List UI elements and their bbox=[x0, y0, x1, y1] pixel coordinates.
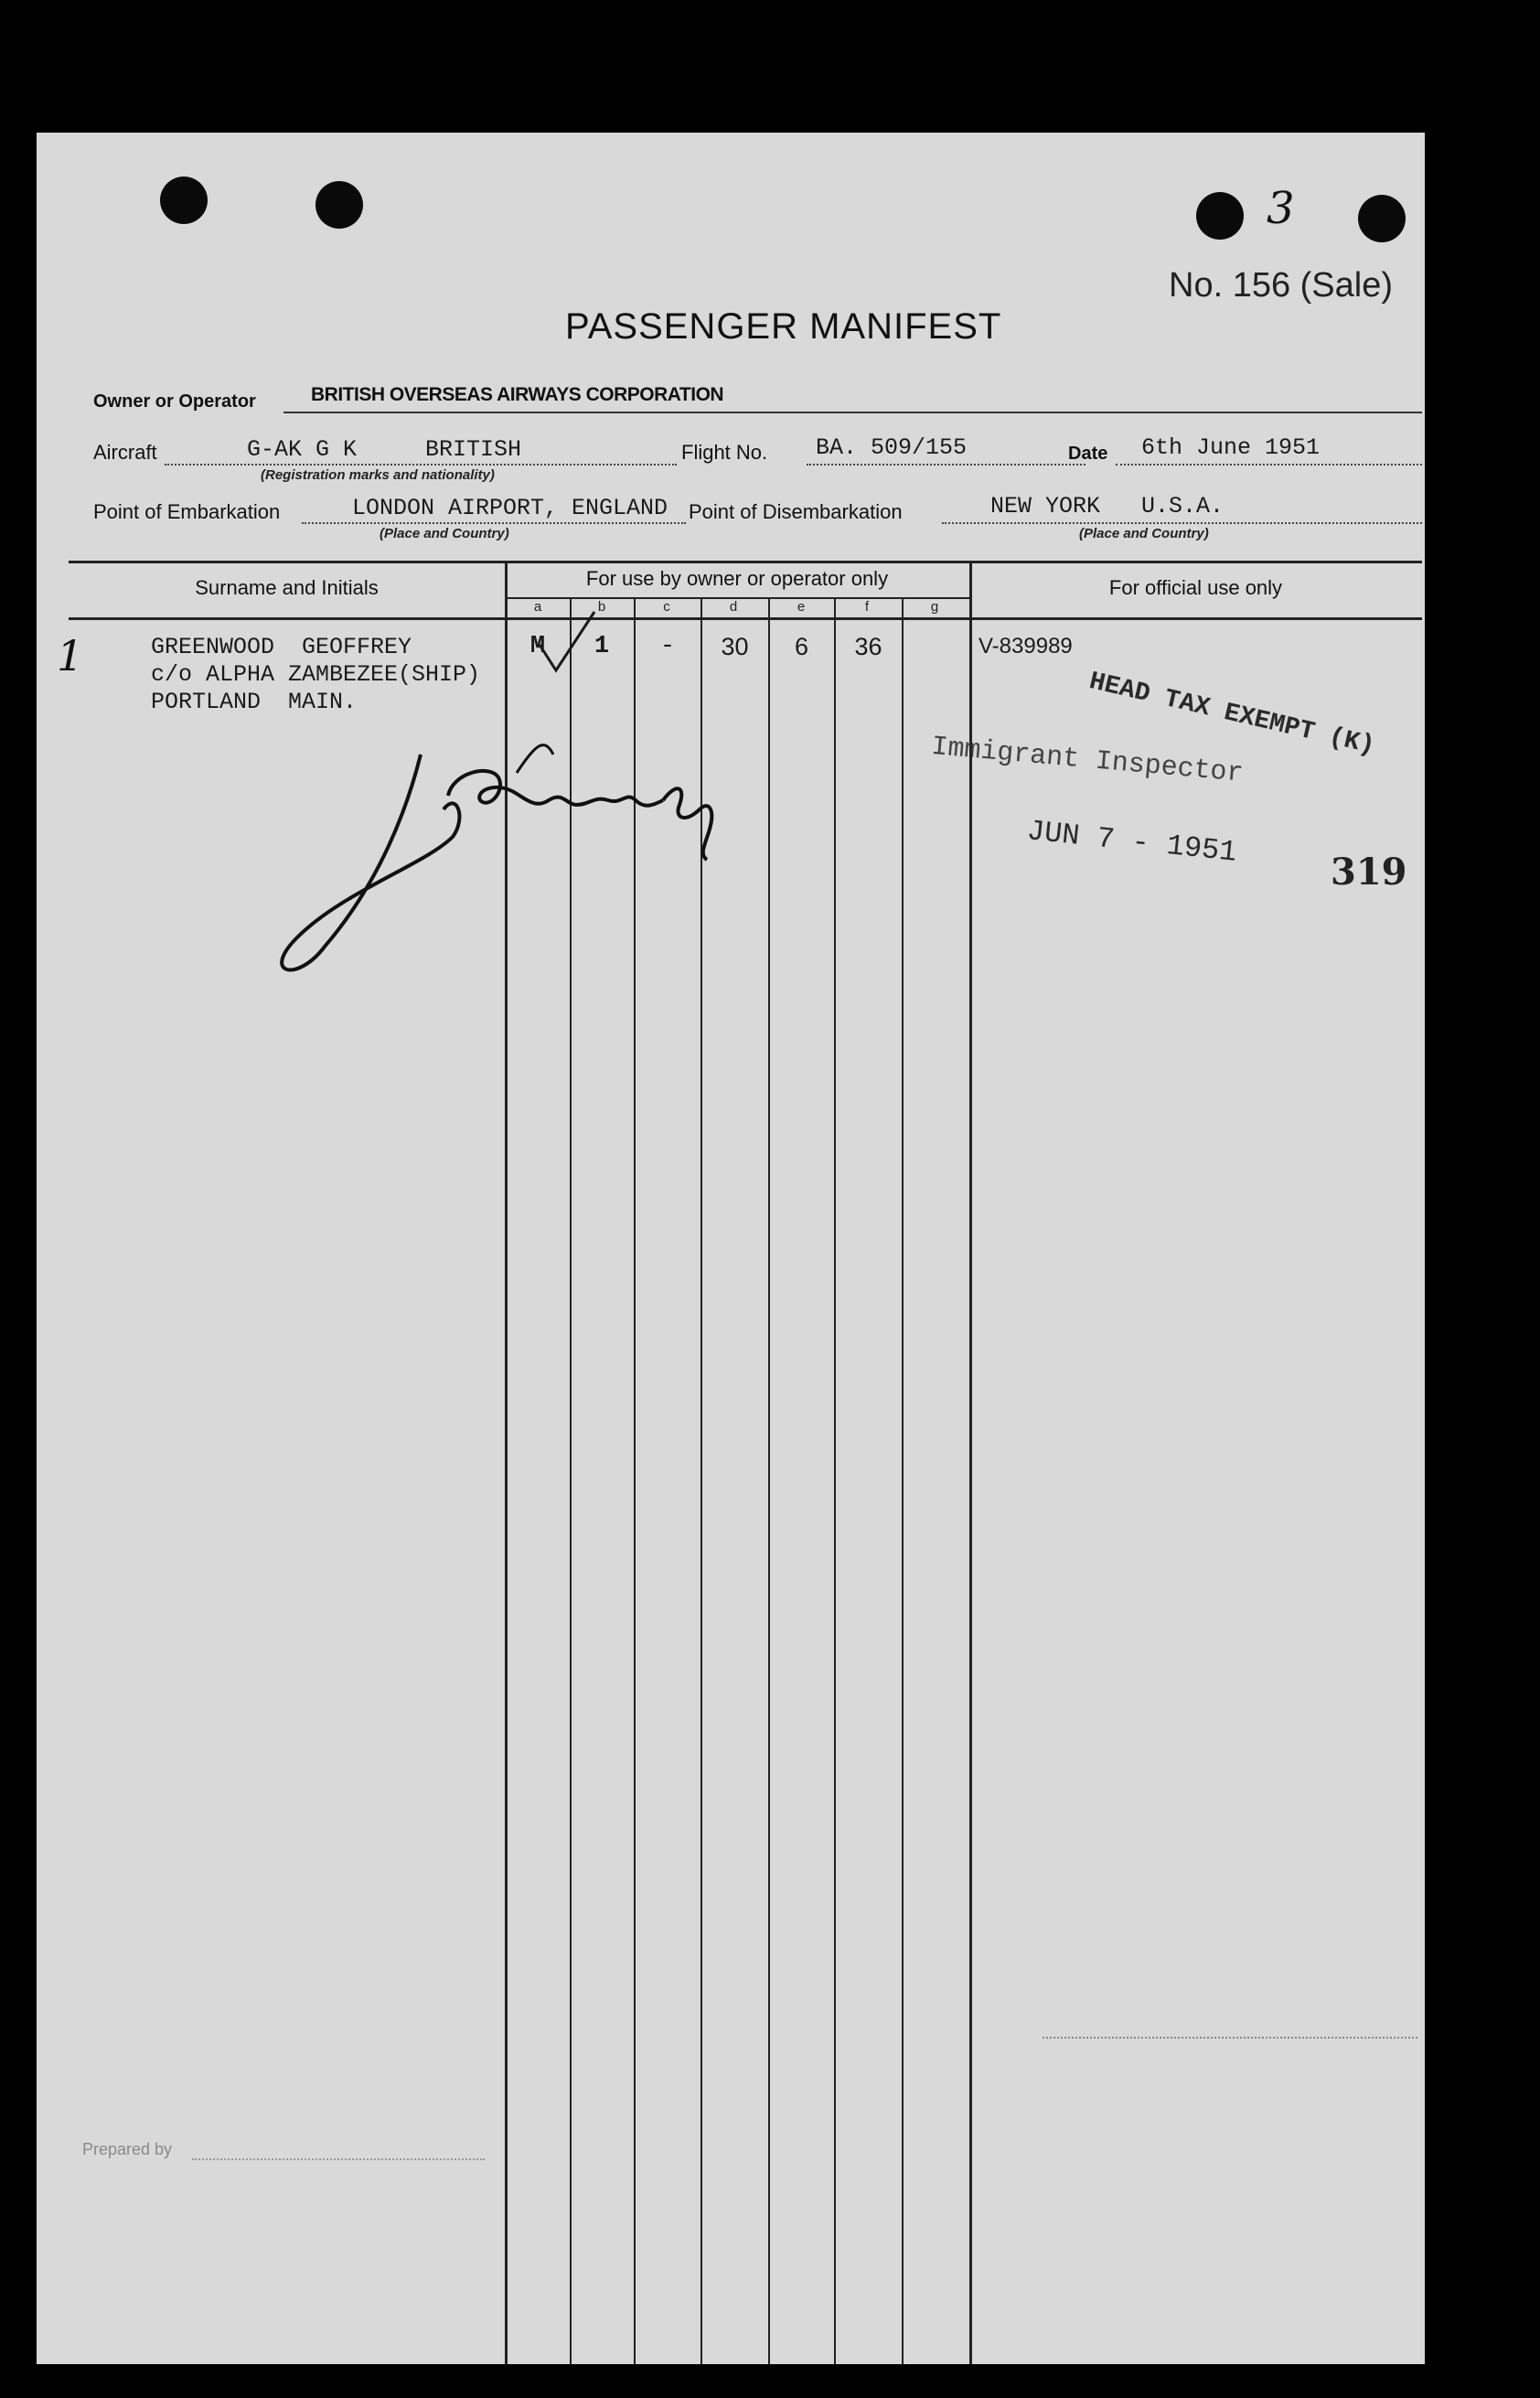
aircraft-value: G-AK G K BRITISH bbox=[247, 436, 522, 463]
aircraft-label: Aircraft bbox=[93, 441, 157, 464]
disembarkation-label: Point of Disembarkation bbox=[689, 500, 903, 523]
col-header-surname: Surname and Initials bbox=[195, 576, 379, 599]
cell-c: - bbox=[659, 633, 676, 660]
manifest-sheet bbox=[37, 133, 1425, 2364]
passenger-name: GREENWOOD GEOFFREY bbox=[151, 634, 412, 660]
header-bottom-rule bbox=[69, 617, 1422, 620]
aircraft-sublabel: (Registration marks and nationality) bbox=[261, 467, 495, 483]
passenger-address: c/o ALPHA ZAMBEZEE(SHIP) bbox=[151, 661, 481, 688]
prepared-by-dots bbox=[192, 2158, 485, 2160]
col-letter-e: e bbox=[797, 599, 806, 615]
disembarkation-value: NEW YORK U.S.A. bbox=[990, 493, 1225, 519]
col-header-official: For official use only bbox=[1108, 576, 1283, 599]
inspector-stamp-date: JUN 7 - 1951 bbox=[1025, 814, 1239, 870]
col-letter-b: b bbox=[597, 599, 606, 615]
cell-d: 30 bbox=[721, 633, 749, 660]
owner-underline bbox=[283, 412, 1422, 413]
passenger-city: PORTLAND MAIN. bbox=[151, 689, 358, 715]
col-letter-g: g bbox=[930, 599, 939, 615]
embarkation-dots bbox=[302, 522, 686, 524]
punch-hole bbox=[315, 181, 363, 229]
aircraft-dots bbox=[165, 464, 677, 466]
col-divider bbox=[969, 561, 972, 2364]
date-label: Date bbox=[1068, 444, 1108, 464]
page-title: PASSENGER MANIFEST bbox=[565, 306, 1002, 347]
disembarkation-dots bbox=[942, 522, 1422, 524]
check-mark-icon bbox=[530, 608, 622, 681]
embarkation-label: Point of Embarkation bbox=[93, 500, 281, 523]
col-letter-f: f bbox=[864, 599, 870, 615]
disembarkation-sublabel: (Place and Country) bbox=[1079, 526, 1209, 541]
cell-e: 6 bbox=[794, 633, 809, 660]
stamp-number: 319 bbox=[1331, 851, 1407, 894]
table-top-rule bbox=[69, 561, 1422, 563]
row-number: 1 bbox=[57, 631, 84, 680]
flight-dots bbox=[807, 464, 1085, 466]
owner-value: BRITISH OVERSEAS AIRWAYS CORPORATION bbox=[311, 384, 724, 405]
form-number: No. 156 (Sale) bbox=[1169, 266, 1394, 305]
embarkation-sublabel: (Place and Country) bbox=[380, 526, 509, 541]
col-letter-a: a bbox=[533, 599, 542, 615]
cell-a: M bbox=[529, 633, 546, 660]
col-header-operator: For use by owner or operator only bbox=[585, 567, 889, 590]
col-letter-c: c bbox=[663, 599, 670, 615]
inspector-stamp-title: Immigrant Inspector bbox=[930, 732, 1245, 790]
owner-label: Owner or Operator bbox=[93, 391, 256, 412]
date-dots bbox=[1116, 464, 1422, 466]
flight-value: BA. 509/155 bbox=[816, 434, 968, 461]
punch-hole bbox=[1196, 192, 1244, 240]
head-tax-note: HEAD TAX EXEMPT (K) bbox=[1086, 668, 1378, 762]
official-visa-number: V-839989 bbox=[979, 634, 1073, 658]
col-letter-d: d bbox=[729, 599, 738, 615]
cell-f: 36 bbox=[854, 633, 882, 660]
col-divider bbox=[902, 597, 904, 2364]
punch-hole bbox=[1358, 195, 1406, 242]
punch-hole bbox=[160, 177, 208, 224]
flight-label: Flight No. bbox=[681, 441, 768, 464]
embarkation-value: LONDON AIRPORT, ENGLAND bbox=[352, 495, 668, 521]
cell-b: 1 bbox=[594, 633, 610, 660]
footer-faint-rule bbox=[1043, 2037, 1417, 2039]
date-value: 6th June 1951 bbox=[1141, 434, 1321, 461]
page-number: 3 bbox=[1267, 183, 1295, 234]
inspector-signature bbox=[270, 672, 837, 1020]
prepared-by-label: Prepared by bbox=[82, 2140, 173, 2158]
